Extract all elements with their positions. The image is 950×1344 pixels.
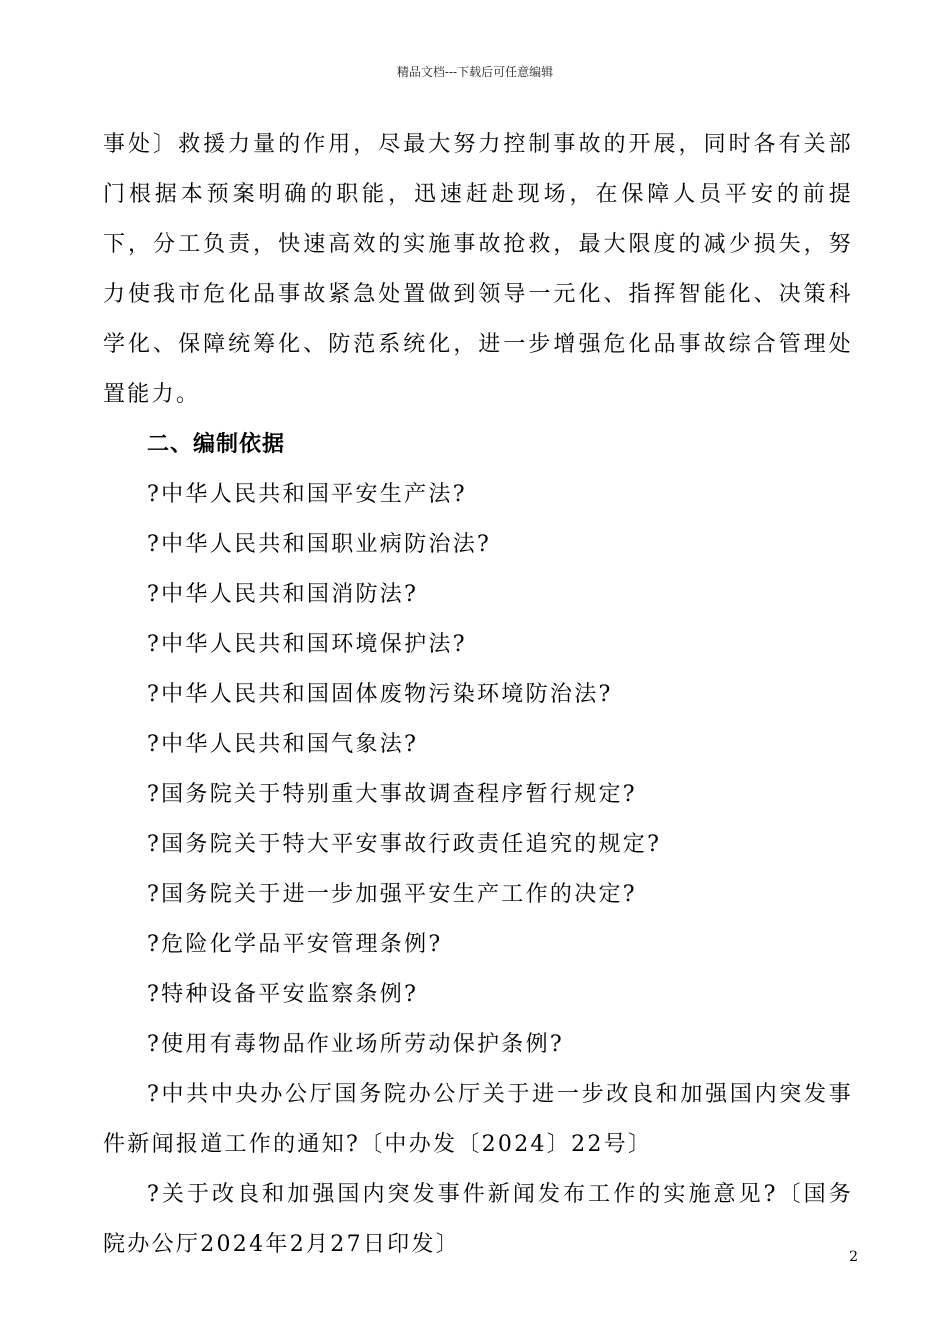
basis-item: ?国务院关于特别重大事故调查程序暂行规定? — [147, 782, 637, 807]
section-heading: 二、编制依据 — [147, 432, 286, 457]
document-body — [103, 120, 853, 1270]
basis-item: ?中华人民共和国消防法? — [147, 582, 419, 607]
basis-item: ?中共中央办公厅国务院办公厅关于进一步改良和加强国内突发事件新闻报道工作的通知?〔中办发〔2024〕22号〕 — [103, 1082, 853, 1157]
basis-item: ?特种设备平安监察条例? — [147, 982, 419, 1007]
basis-item: ?中华人民共和国环境保护法? — [147, 632, 467, 657]
basis-item: ?中华人民共和国职业病防治法? — [147, 532, 492, 557]
basis-item: ?使用有毒物品作业场所劳动保护条例? — [147, 1032, 564, 1057]
basis-item: ?中华人民共和国固体废物污染环境防治法? — [147, 682, 613, 707]
basis-item: ?中华人民共和国气象法? — [147, 732, 419, 757]
basis-item: ?危险化学品平安管理条例? — [147, 932, 443, 957]
basis-item: ?关于改良和加强国内突发事件新闻发布工作的实施意见?〔国务院办公厅2024年2月27日印发〕 — [103, 1182, 853, 1257]
page-header: 精品文档---下载后可任意编辑 — [396, 65, 554, 79]
basis-item: ?国务院关于特大平安事故行政责任追究的规定? — [147, 832, 662, 857]
basis-item: ?中华人民共和国平安生产法? — [147, 482, 467, 507]
page-number: 2 — [849, 1249, 858, 1265]
basis-item: ?国务院关于进一步加强平安生产工作的决定? — [147, 882, 637, 907]
intro-paragraph: 事处〕救援力量的作用，尽最大努力控制事故的开展，同时各有关部门根据本预案明确的职能，迅速赶赴现场，在保障人员平安的前提下，分工负责，快速高效的实施事故抢救，最大限度的减少损失，努力使我市危化品事故紧急处置做到领导一元化、指挥智能化、决策科学化、保障统筹化、防范系统化，进一步增强危化品事故综合管理处置能力。 — [103, 132, 853, 407]
